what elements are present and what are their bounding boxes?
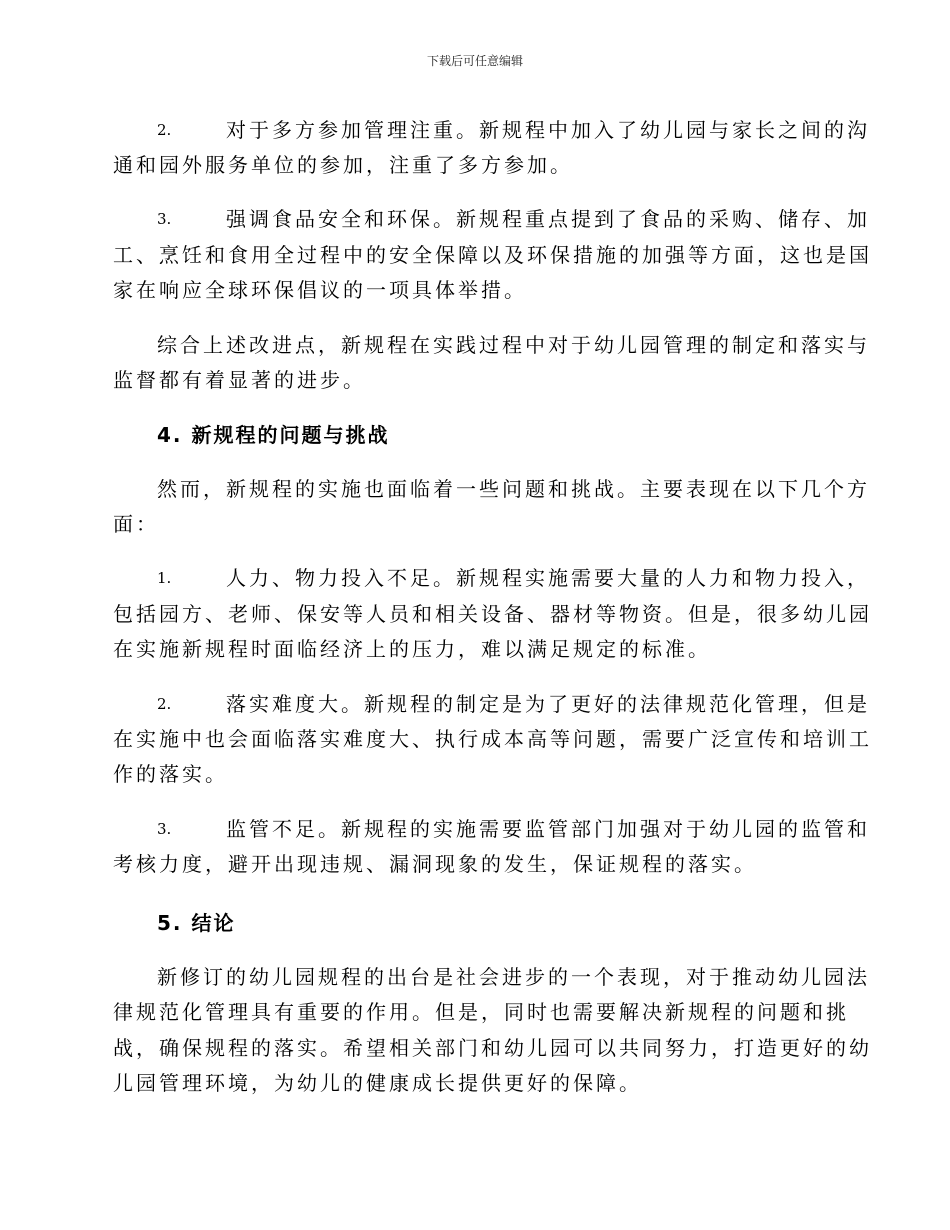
paragraph-text: 综合上述改进点，新规程在实践过程中对于幼儿园管理的制定和落实与: [157, 333, 870, 357]
list-item-text: 强调食品安全和环保。新规程重点提到了食品的采购、储存、加: [226, 207, 870, 231]
paragraph-text: 然而，新规程的实施也面临着一些问题和挑战。主要表现在以下几个方: [157, 477, 870, 501]
list-item-text: 家在响应全球环保倡议的一项具体举措。: [113, 278, 527, 302]
paragraph-text: 儿园管理环境，为幼儿的健康成长提供更好的保障。: [113, 1071, 642, 1095]
section-heading: 4. 新规程的问题与挑战: [157, 423, 390, 447]
list-item-text: 通和园外服务单位的参加，注重了多方参加。: [113, 153, 573, 177]
paragraph-text: 面：: [113, 512, 159, 536]
list-item-text: 考核力度，避开出现违规、漏洞现象的发生，保证规程的落实。: [113, 852, 757, 876]
list-item-text: 监管不足。新规程的实施需要监管部门加强对于幼儿园的监管和: [226, 817, 870, 841]
paragraph-text: 新修订的幼儿园规程的出台是社会进步的一个表现，对于推动幼儿园法: [157, 965, 870, 989]
list-item-text: 工、烹饪和食用全过程中的安全保障以及环保措施的加强等方面，这也是国: [113, 243, 872, 267]
list-item-text: 对于多方参加管理注重。新规程中加入了幼儿园与家长之间的沟: [226, 118, 870, 142]
paragraph-text: 律规范化管理具有重要的作用。但是，同时也需要解决新规程的问题和挑: [113, 1000, 849, 1024]
list-item-text: 在实施中也会面临落实难度大、执行成本高等问题，需要广泛宣传和培训工: [113, 727, 872, 751]
list-number: 3.: [157, 820, 172, 838]
page-header: 下载后可任意编辑: [426, 54, 523, 68]
list-number: 2.: [157, 695, 172, 713]
list-item-text: 在实施新规程时面临经济上的压力，难以满足规定的标准。: [113, 637, 711, 661]
list-number: 3.: [157, 210, 172, 228]
list-item-text: 人力、物力投入不足。新规程实施需要大量的人力和物力投入，: [226, 566, 870, 590]
list-number: 1.: [157, 569, 172, 587]
list-item-text: 包括园方、老师、保安等人员和相关设备、器材等物资。但是，很多幼儿园: [113, 602, 872, 626]
list-item-text: 作的落实。: [113, 762, 228, 786]
paragraph-text: 战，确保规程的落实。希望相关部门和幼儿园可以共同努力，打造更好的幼: [113, 1036, 872, 1060]
list-item-text: 落实难度大。新规程的制定是为了更好的法律规范化管理，但是: [226, 692, 870, 716]
paragraph-text: 监督都有着显著的进步。: [113, 368, 366, 392]
section-heading: 5. 结论: [157, 911, 236, 935]
list-number: 2.: [157, 121, 172, 139]
